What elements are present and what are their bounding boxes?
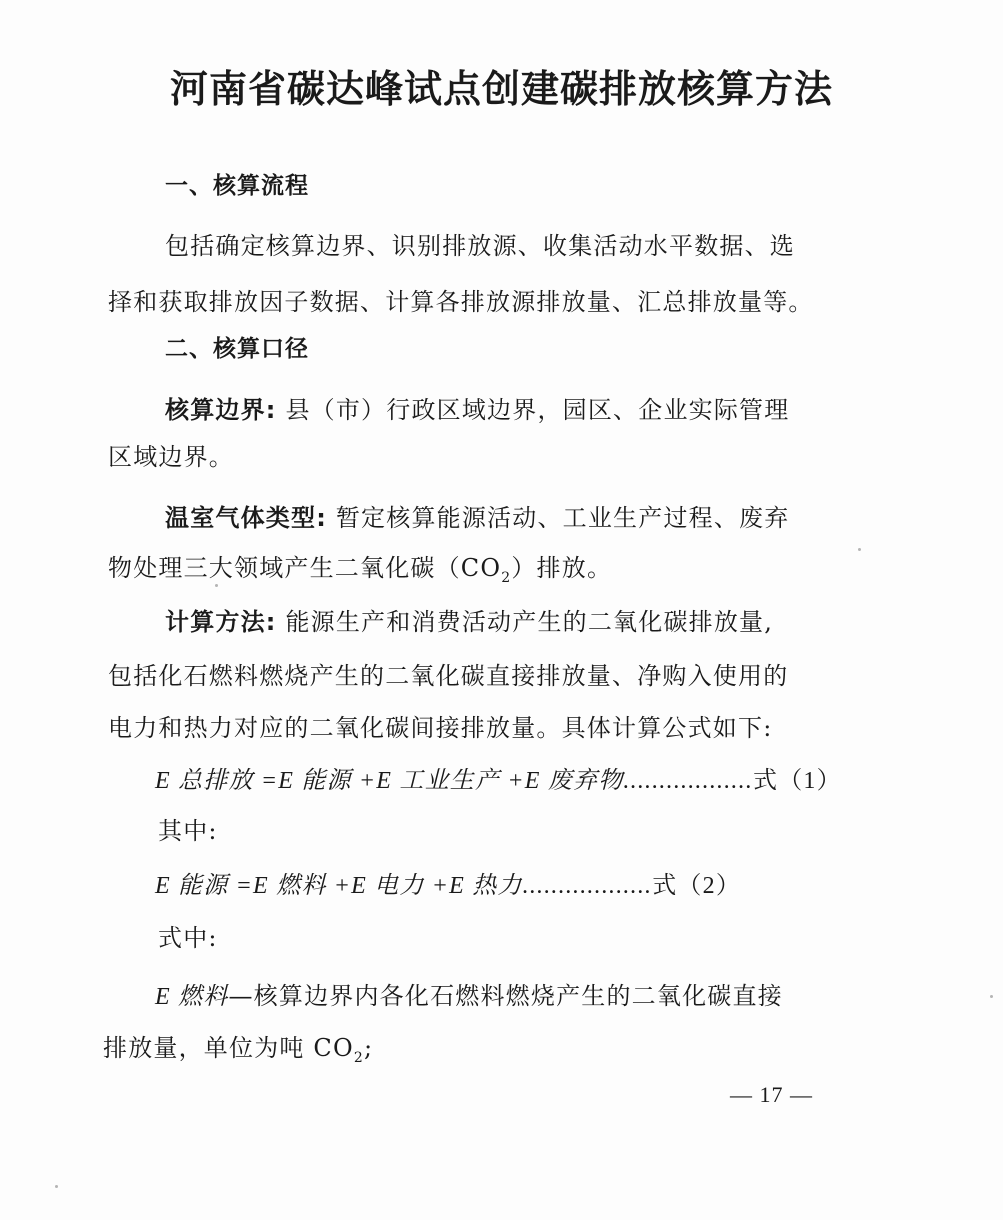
paragraph-line: 择和获取排放因子数据、计算各排放源排放量、汇总排放量等。 bbox=[108, 288, 814, 316]
scan-speck bbox=[858, 548, 861, 551]
paragraph-line: 区域边界。 bbox=[108, 443, 234, 471]
definition-line2-text: 排放量，单位为吨 CO bbox=[103, 1034, 354, 1062]
ghg-line2-text: 物处理三大领域产生二氧化碳（CO bbox=[108, 554, 502, 582]
formula-2 bbox=[155, 870, 741, 902]
scan-speck bbox=[55, 1185, 58, 1188]
paragraph-line: 包括确定核算边界、识别排放源、收集活动水平数据、选 bbox=[165, 232, 795, 260]
paragraph-line: 包括化石燃料燃烧产生的二氧化碳直接排放量、净购入使用的 bbox=[108, 662, 789, 690]
paragraph-line bbox=[103, 1032, 373, 1074]
paragraph-method bbox=[165, 606, 773, 638]
definition-line2-end: ; bbox=[363, 1034, 374, 1062]
paragraph-line bbox=[108, 552, 612, 594]
page-number: — 17 — bbox=[730, 1082, 813, 1107]
ghg-text: 暂定核算能源活动、工业生产过程、废弃 bbox=[335, 504, 790, 532]
where-label: 式中: bbox=[158, 924, 218, 952]
section-heading-process: 一、核算流程 bbox=[165, 173, 309, 199]
formula-1-tag: 式（1） bbox=[753, 768, 842, 794]
formula-2-tag: 式（2） bbox=[652, 873, 742, 899]
definition-text: —核算边界内各化石燃料燃烧产生的二氧化碳直接 bbox=[228, 982, 783, 1010]
formula-1 bbox=[155, 765, 842, 797]
paragraph-line: 电力和热力对应的二氧化碳间接排放量。具体计算公式如下: bbox=[108, 714, 773, 742]
subscript: 2 bbox=[353, 1049, 364, 1066]
where-label: 其中: bbox=[158, 817, 218, 845]
formula-2-expression: E 能源 =E 燃料 +E 电力 +E 热力.................. bbox=[155, 873, 653, 899]
paragraph-ghg bbox=[165, 502, 789, 534]
ghg-label: 温室气体类型: bbox=[165, 504, 327, 532]
boundary-label: 核算边界: bbox=[165, 396, 277, 424]
method-label: 计算方法: bbox=[165, 608, 277, 636]
boundary-text: 县（市）行政区域边界，园区、企业实际管理 bbox=[285, 396, 790, 424]
ghg-line2-end: ）排放。 bbox=[511, 554, 613, 582]
section-heading-scope: 二、核算口径 bbox=[165, 336, 309, 362]
paragraph-boundary bbox=[165, 394, 789, 426]
definition-term: E 燃料 bbox=[155, 984, 229, 1010]
scan-speck bbox=[990, 995, 993, 998]
formula-1-expression: E 总排放 =E 能源 +E 工业生产 +E 废弃物.................. bbox=[155, 768, 754, 794]
method-text: 能源生产和消费活动产生的二氧化碳排放量, bbox=[285, 608, 774, 636]
subscript: 2 bbox=[501, 569, 512, 586]
definition-fuel bbox=[155, 980, 783, 1013]
scan-speck bbox=[215, 584, 218, 587]
document-title: 河南省碳达峰试点创建碳排放核算方法 bbox=[169, 66, 833, 111]
